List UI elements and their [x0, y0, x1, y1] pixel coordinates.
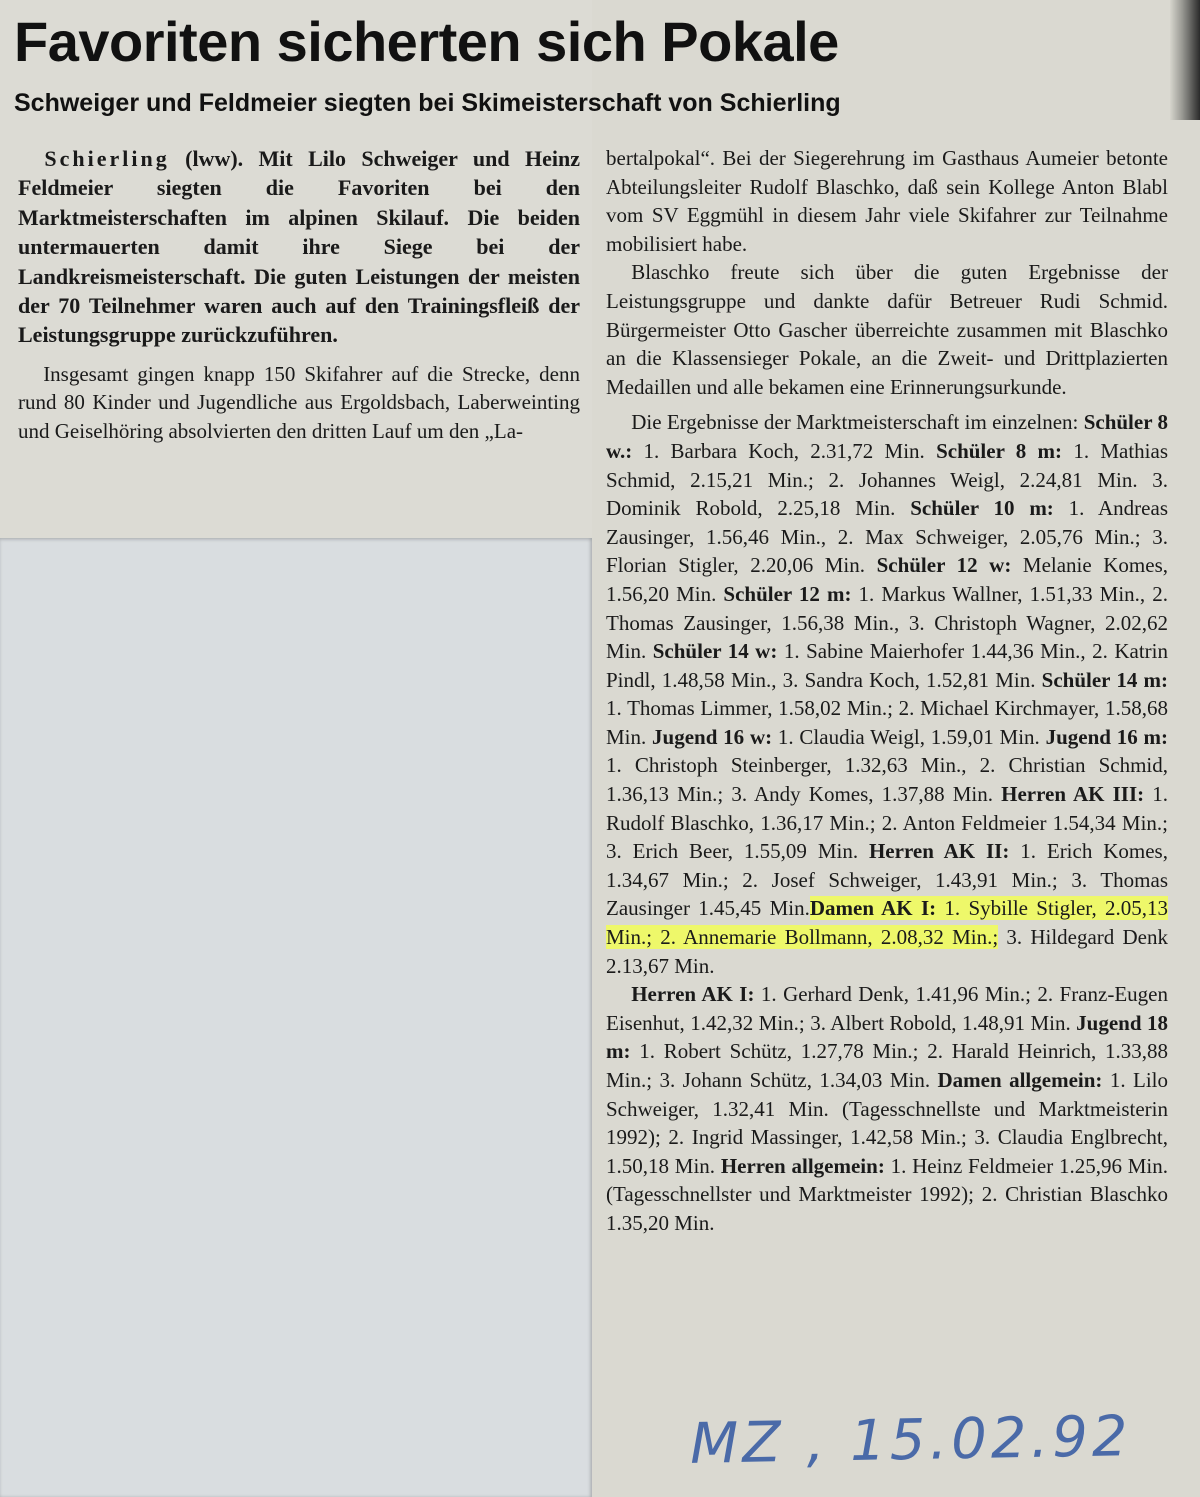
result-category: Schüler 12 m: [723, 581, 852, 606]
result-text: 1. Heinz Feldmeier 1.25,96 Min. (Tagesschnellster und Marktmeister 1992); 2. Christian Blaschko 1.35,20 Min. [606, 1153, 1168, 1235]
result-category: Schüler 12 w: [876, 553, 1012, 578]
lead-text: (lww). Mit Lilo Schweiger und Heinz Feldmeier siegten die Favoriten bei den Marktmeisterschaften im alpinen Skilauf. Die beiden untermauerten damit ihre Siege bei der Landkreismeisterschaft. Die guten Leistungen der meisten der 70 Teilnehmer waren auch auf den Trainingsfleiß der Leistungsgruppe zurückzuführen. [18, 146, 580, 348]
scan-edge-shadow [1170, 0, 1200, 120]
result-text: 1. Gerhard Denk, 1.41,96 Min.; 2. Franz-Eugen Eisenhut, 1.42,32 Min.; 3. Albert Robold, 1.48,91 Min. [606, 982, 1168, 1035]
results-paragraph-2 [606, 980, 1168, 1237]
column-left [18, 144, 580, 446]
result-category: Jugend 16 m: [1045, 724, 1168, 749]
result-text: 1. Mathias Schmid, 2.15,21 Min.; 2. Johannes Weigl, 2.24,81 Min. 3. Dominik Robold, 2.25,18 Min. [606, 438, 1168, 521]
result-text: 1. Lilo Schweiger, 1.32,41 Min. (Tagesschnellste und Marktmeisterin 1992); 2. Ingrid Massinger, 1.42,58 Min.; 3. Claudia Englbrecht, 1.50,18 Min. [606, 1068, 1168, 1178]
result-category: Herren AK III: [1001, 782, 1145, 807]
headline: Favoriten sicherten sich Pokale [14, 10, 839, 73]
handwritten-note: MZ , 15.02.92 [689, 1404, 1133, 1477]
subheadline: Schweiger und Feldmeier siegten bei Skimeisterschaft von Schierling [14, 89, 841, 117]
results-paragraph [606, 408, 1168, 980]
dateline: Schierling [44, 146, 170, 171]
result-category: Schüler 8 w.: [606, 410, 1168, 463]
result-text: 1. Erich Komes, 1.34,67 Min.; 2. Josef Schweiger, 1.43,91 Min.; 3. Thomas Zausinger 1.45,45 Min. [606, 839, 1168, 921]
result-category: Damen AK I: [809, 896, 937, 921]
result-text: 1. Sybille Stigler, 2.05,13 Min.; 2. Annemarie Bollmann, 2.08,32 Min.; [606, 896, 1168, 950]
result-category: Schüler 8 m: [936, 438, 1063, 463]
result-category: Jugend 16 w: [652, 724, 773, 749]
lead-paragraph [18, 144, 580, 350]
result-text: Melanie Komes, 1.56,20 Min. [606, 553, 1168, 606]
result-category: Damen allgemein: [937, 1068, 1103, 1092]
result-text-tail: 3. Hildegard Denk 2.13,67 Min. [606, 925, 1168, 978]
result-category: Schüler 14 w: [652, 639, 778, 664]
body-paragraph-1: Insgesamt gingen knapp 150 Skifahrer auf die Strecke, denn rund 80 Kinder und Jugendliche aus Ergoldsbach, Laberweinting und Geiselhöring absolvierten den dritten Lauf um den „La- [18, 361, 580, 444]
result-text: 1. Markus Wallner, 1.51,33 Min., 2. Thomas Zausinger, 1.56,38 Min., 3. Christoph Wagner, 2.02,62 Min. [606, 581, 1168, 664]
column-right [606, 144, 1168, 1238]
backing-card [0, 538, 592, 1497]
result-text: 1. Robert Schütz, 1.27,78 Min.; 2. Harald Heinrich, 1.33,88 Min.; 3. Johann Schütz, 1.34,03 Min. [606, 1039, 1168, 1092]
results-intro: Die Ergebnisse der Marktmeisterschaft im einzelnen: [631, 410, 1084, 435]
result-text: 1. Thomas Limmer, 1.58,02 Min.; 2. Michael Kirchmayer, 1.58,68 Min. [606, 696, 1168, 749]
result-text: 1. Rudolf Blaschko, 1.36,17 Min.; 2. Anton Feldmeier 1.54,34 Min.; 3. Erich Beer, 1.55,09 Min. [606, 782, 1168, 864]
result-text: 1. Andreas Zausinger, 1.56,46 Min., 2. Max Schweiger, 2.05,76 Min.; 3. Florian Stigler, 2.20,06 Min. [606, 496, 1168, 578]
body-paragraph-2: Blaschko freute sich über die guten Ergebnisse der Leistungsgruppe und dankte dafür Betreuer Rudi Schmid. Bürgermeister Otto Gascher überreichte zusammen mit Blaschko an die Klassensieger Pokale, an die Zweit- und Drittplazierten Medaillen und alle bekamen eine Erinnerungsurkunde. [606, 260, 1168, 399]
results-list [606, 410, 1168, 920]
result-category: Herren AK II: [868, 839, 1010, 864]
result-category: Schüler 10 m: [910, 496, 1054, 521]
result-text: 1. Sabine Maierhofer 1.44,36 Min., 2. Katrin Pindl, 1.48,58 Min., 3. Sandra Koch, 1.52,81 Min. [606, 639, 1168, 692]
result-category: Schüler 14 m: [1041, 667, 1168, 692]
result-category: Herren AK I: [631, 982, 755, 1007]
result-category: Herren allgemein: [720, 1153, 885, 1178]
result-text: 1. Barbara Koch, 2.31,72 Min. [632, 438, 937, 463]
body-paragraph-1-continued: bertalpokal“. Bei der Siegerehrung im Gasthaus Aumeier betonte Abteilungsleiter Rudolf Blaschko, daß sein Kollege Anton Blabl vom SV Eggmühl in diesem Jahr viele Skifahrer zur Teilnahme mobilisiert habe. [606, 146, 1168, 256]
result-text: 1. Claudia Weigl, 1.59,01 Min. [772, 724, 1046, 749]
result-category: Jugend 18 m: [606, 1010, 1168, 1064]
result-text: 1. Christoph Steinberger, 1.32,63 Min., 2. Christian Schmid, 1.36,13 Min.; 3. Andy Komes, 1.37,88 Min. [606, 753, 1168, 807]
